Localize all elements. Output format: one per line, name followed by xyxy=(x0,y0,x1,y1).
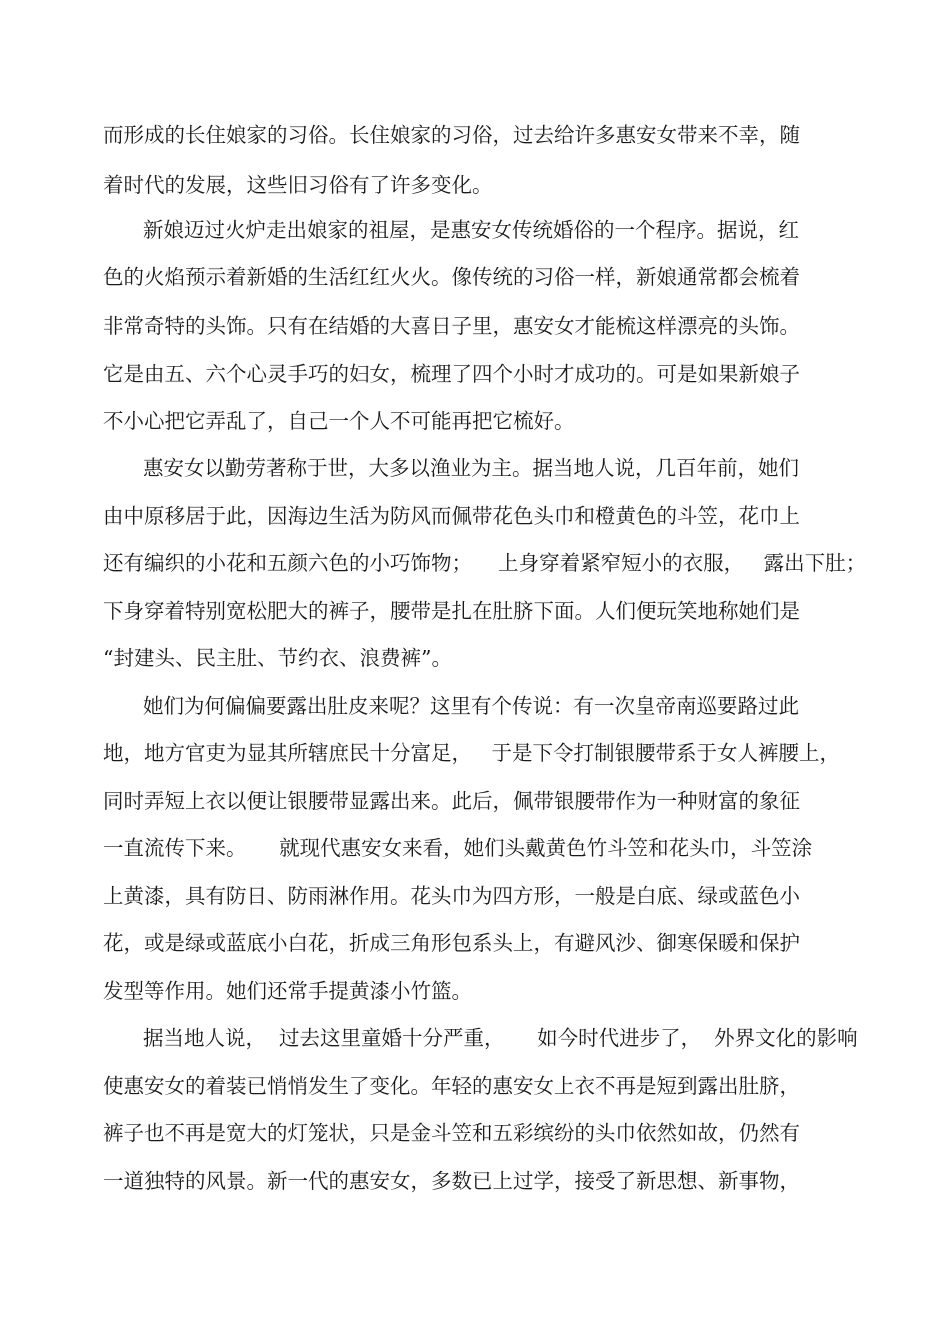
text-line: 由中原移居于此，因海边生活为防风而佩带花色头巾和橙黄色的斗笠，花巾上 xyxy=(103,504,800,528)
text-line: 色的火焰预示着新婚的生活红红火火。像传统的习俗一样，新娘通常都会梳着 xyxy=(103,265,800,289)
text-line: 一直流传下来。 就现代惠安女来看，她们头戴黄色竹斗笠和花头巾，斗笠涂 xyxy=(103,836,813,860)
text-line: 花，或是绿或蓝底小白花，折成三角形包系头上，有避风沙、御寒保暖和保护 xyxy=(103,931,800,955)
text-line: 地，地方官吏为显其所辖庶民十分富足， 于是下令打制银腰带系于女人裤腰上， xyxy=(103,741,841,765)
text-line: 使惠安女的着装已悄悄发生了变化。年轻的惠安女上衣不再是短到露出肚脐， xyxy=(103,1074,800,1098)
text-line: 着时代的发展，这些旧习俗有了许多变化。 xyxy=(103,173,493,197)
paragraph-first-line: 新娘迈过火炉走出娘家的祖屋，是惠安女传统婚俗的一个程序。据说，红 xyxy=(143,218,799,242)
paragraph-first-line: 据当地人说， 过去这里童婚十分严重， 如今时代进步了， 外界文化的影响 xyxy=(143,1026,858,1050)
text-line: 裤子也不再是宽大的灯笼状，只是金斗笠和五彩缤纷的头巾依然如故，仍然有 xyxy=(103,1121,800,1145)
text-line: 发型等作用。她们还常手提黄漆小竹篮。 xyxy=(103,979,472,1003)
paragraph-first-line: 惠安女以勤劳著称于世，大多以渔业为主。据当地人说，几百年前，她们 xyxy=(143,456,799,480)
text-line: 同时弄短上衣以便让银腰带显露出来。此后，佩带银腰带作为一种财富的象征 xyxy=(103,789,800,813)
text-line: 非常奇特的头饰。只有在结婚的大喜日子里，惠安女才能梳这样漂亮的头饰。 xyxy=(103,314,800,338)
text-line: 它是由五、六个心灵手巧的妇女，梳理了四个小时才成功的。可是如果新娘子 xyxy=(103,362,800,386)
text-line: 上黄漆，具有防日、防雨淋作用。花头巾为四方形，一般是白底、绿或蓝色小 xyxy=(103,884,800,908)
text-line: 还有编织的小花和五颜六色的小巧饰物； 上身穿着紧窄短小的衣服， 露出下肚； xyxy=(103,551,867,575)
text-line: 而形成的长住娘家的习俗。长住娘家的习俗，过去给许多惠安女带来不幸，随 xyxy=(103,123,800,147)
text-line: 一道独特的风景。新一代的惠安女，多数已上过学，接受了新思想、新事物， xyxy=(103,1169,800,1193)
paragraph-first-line: 她们为何偏偏要露出肚皮来呢？这里有个传说：有一次皇帝南巡要路过此 xyxy=(143,694,799,718)
text-line: “封建头、民主肚、节约衣、浪费裤”。 xyxy=(103,646,452,670)
text-line: 不小心把它弄乱了，自己一个人不可能再把它梳好。 xyxy=(103,409,575,433)
text-line: 下身穿着特别宽松肥大的裤子，腰带是扎在肚脐下面。人们便玩笑地称她们是 xyxy=(103,599,800,623)
